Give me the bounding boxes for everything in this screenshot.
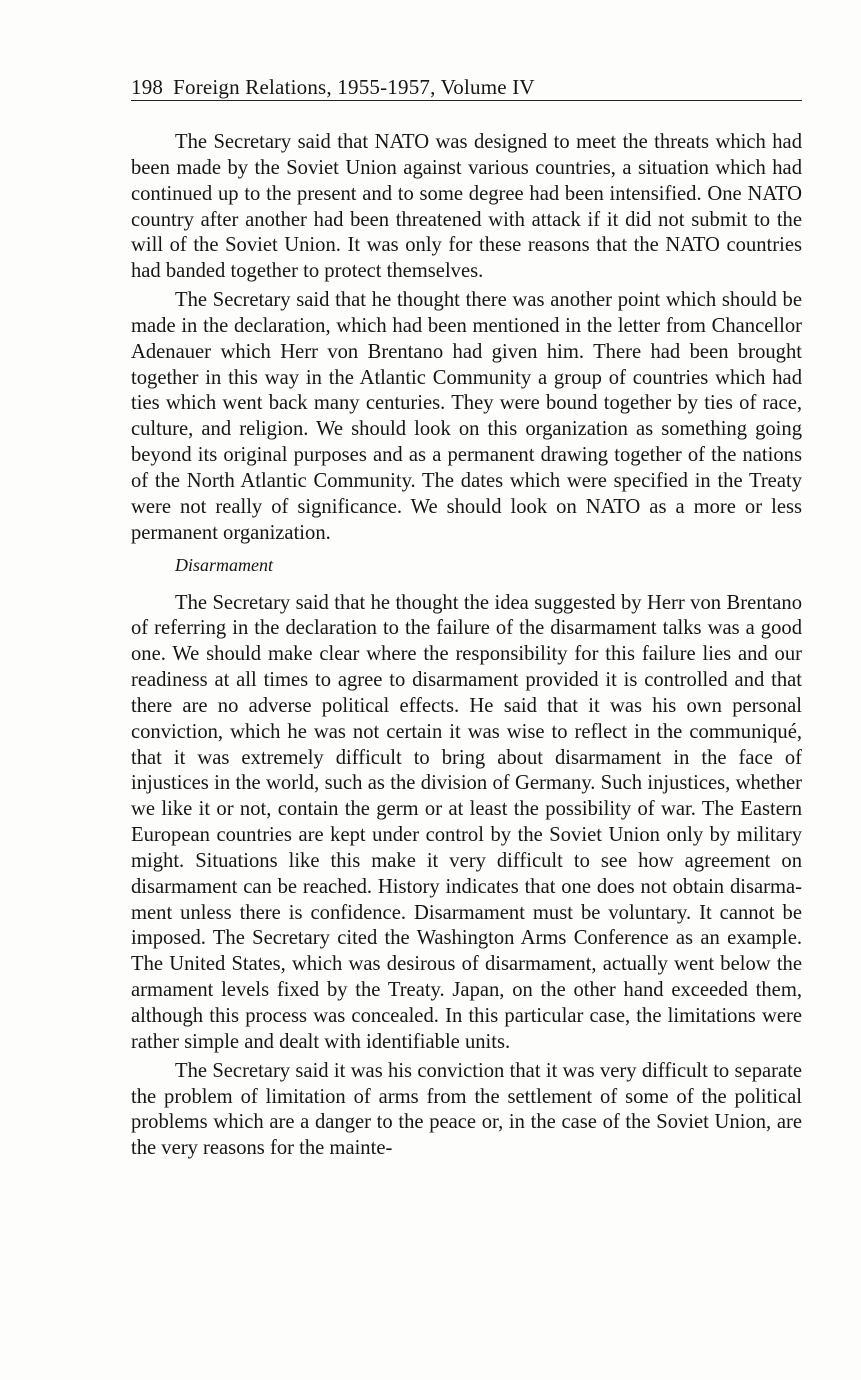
- running-header: [131, 74, 802, 101]
- body-text: [131, 130, 802, 1162]
- paragraph-disarmament-talks: The Secretary said that he thought the idea suggested by Herr von Brentano of referring in the declaration to the failure of the disarmament talks was a good one. We should make clear where the responsibility for this failure lies and our readiness at all times to agree to disarmament provided it is controlled and that there are no adverse political effects. He said that it was his own personal conviction, which he was not certain it was wise to reflect in the communiqué, that it was extremely difficult to bring about disarmament in the face of injustices in the world, such as the division of Germany. Such injustices, whether we like it or not, contain the germ or at least the possibility of war. The Eastern European countries are kept under control by the Soviet Union only by military might. Situations like this make it very difficult to see how agreement on disarmament can be reached. History indicates that one does not obtain disarmament unless there is confidence. Disarmament must be voluntary. It cannot be imposed. The Secretary cited the Washington Arms Conference as an example. The United States, which was desirous of disarmament, actually went below the armament levels fixed by the Treaty. Japan, on the other hand exceeded them, although this process was concealed. In this particular case, the limitations were rather simple and dealt with identifiable units.: [131, 591, 802, 1053]
- running-title: Foreign Relations, 1955-1957, Volume IV: [173, 75, 535, 99]
- section-heading-disarmament: Disarmament: [175, 554, 273, 575]
- paragraph-atlantic-community: The Secretary said that he thought there was another point which should be made in the declaration, which had been mentioned in the letter from Chancellor Adenauer which Herr von Brentano had given him. There had been brought together in this way in the Atlantic Community a group of countries which had ties which went back many centuries. They were bound together by ties of race, culture, and religion. We should look on this organization as something going beyond its original purposes and as a permanent drawing together of the nations of the North Atlantic Community. The dates which were specified in the Treaty were not really of significance. We should look on NATO as a more or less permanent organization.: [131, 289, 802, 544]
- paragraph-limitation-of-arms: The Secretary said it was his conviction that it was very difficult to separate the problem of limitation of arms from the settlement of some of the political problems which are a danger to the peace or, in the case of the Soviet Union, are the very reasons for the mainte-: [131, 1059, 802, 1160]
- paragraph-nato-threats: The Secretary said that NATO was designed to meet the threats which had been made by the Soviet Union against various countries, a situation which had continued up to the present and to some degree had been intensified. One NATO country after another had been threatened with attack if it did not submit to the will of the Soviet Union. It was only for these reasons that the NATO countries had banded together to protect themselves.: [131, 131, 802, 283]
- page-number: 198: [131, 75, 164, 99]
